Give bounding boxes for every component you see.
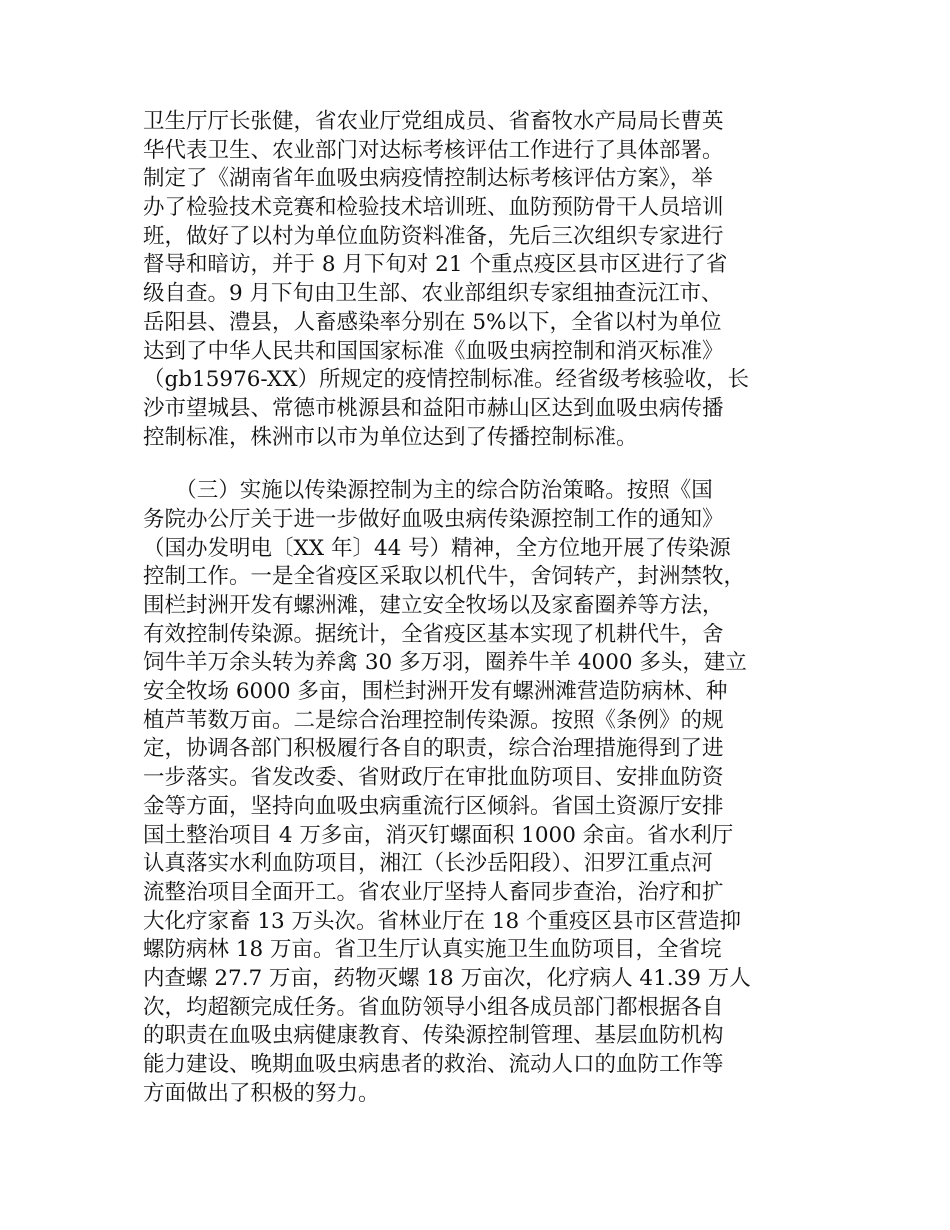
text-line: 方面做出了积极的努力。 [143,1080,380,1106]
text-line: 国土整治项目 4 万多亩，消灭钉螺面积 1000 余亩。省水利厅 [143,822,734,848]
paragraph-1 [143,108,833,452]
text-line: 能力建设、晚期血吸虫病患者的救治、流动人口的血防工作等 [143,1052,724,1077]
document-body [143,108,833,1108]
paragraph-2 [143,477,833,1108]
text-line: 办了检验技术竞赛和检验技术培训班、血防预防骨干人员培训 [143,195,724,221]
text-line: 沙市望城县、常德市桃源县和益阳市赫山区达到血吸虫病传播 [143,395,724,421]
text-line: 制定了《湖南省年血吸虫病疫情控制达标考核评估方案》，举 [143,166,713,192]
text-line: 一步落实。省发改委、省财政厅在审批血防项目、安排血防资 [143,765,724,791]
text-line: 饲牛羊万余头转为养禽 30 多万羽，圈养牛羊 4000 多头，建立 [143,650,747,676]
text-line: 华代表卫生、农业部门对达标考核评估工作进行了具体部署。 [143,137,724,163]
text-line: 定，协调各部门积极履行各自的职责，综合治理措施得到了进 [143,736,724,762]
text-line: 岳阳县、澧县，人畜感染率分别在 5%以下，全省以村为单位 [143,309,722,335]
text-line: 达到了中华人民共和国国家标准《血吸虫病控制和消灭标准》 [143,338,724,364]
text-line: 控制标准，株洲市以市为单位达到了传播控制标准。 [143,424,638,450]
text-line: 次，均超额完成任务。省血防领导小组各成员部门都根据各自 [143,994,724,1020]
text-line: （三）实施以传染源控制为主的综合防治策略。按照《国 [143,478,713,504]
text-line: （gb15976-XX）所规定的疫情控制标准。经省级考核验收，长 [143,367,750,393]
text-line: 卫生厅厅长张健，省农业厅党组成员、省畜牧水产局局长曹英 [143,109,724,134]
paragraph-spacer [143,452,833,477]
text-line: 安全牧场 6000 多亩，围栏封洲开发有螺洲滩营造防病林、种 [143,679,728,705]
text-line: （国办发明电〔XX 年〕44 号）精神，全方位地开展了传染源 [143,535,731,561]
text-line: 内查螺 27.7 万亩，药物灭螺 18 万亩次，化疗病人 41.39 万人 [143,965,751,991]
text-line: 认真落实水利血防项目，湘江（长沙岳阳段）、汨罗江重点河 [143,851,713,877]
text-line: 控制工作。一是全省疫区采取以机代牛，舍饲转产，封洲禁牧， [143,564,746,590]
text-line: 螺防病林 18 万亩。省卫生厅认真实施卫生血防项目，全省垸 [143,937,722,963]
text-line: 有效控制传染源。据统计，全省疫区基本实现了机耕代牛，舍 [143,621,724,647]
text-line: 金等方面，坚持向血吸虫病重流行区倾斜。省国土资源厅安排 [143,793,724,819]
text-line: 流整治项目全面开工。省农业厅坚持人畜同步查治，治疗和扩 [143,879,724,905]
text-line: 班，做好了以村为单位血防资料准备，先后三次组织专家进行 [143,223,724,249]
text-line: 植芦苇数万亩。二是综合治理控制传染源。按照《条例》的规 [143,707,724,733]
text-line: 的职责在血吸虫病健康教育、传染源控制管理、基层血防机构 [143,1023,724,1049]
text-line: 督导和暗访，并于 8 月下旬对 21 个重点疫区县市区进行了省 [143,252,728,278]
text-line: 级自查。9 月下旬由卫生部、农业部组织专家组抽查沅江市、 [143,281,723,307]
text-line: 大化疗家畜 13 万头次。省林业厅在 18 个重疫区县市区营造抑 [143,908,742,934]
text-line: 务院办公厅关于进一步做好血吸虫病传染源控制工作的通知》 [143,506,724,532]
text-line: 围栏封洲开发有螺洲滩，建立安全牧场以及家畜圈养等方法， [143,593,724,618]
